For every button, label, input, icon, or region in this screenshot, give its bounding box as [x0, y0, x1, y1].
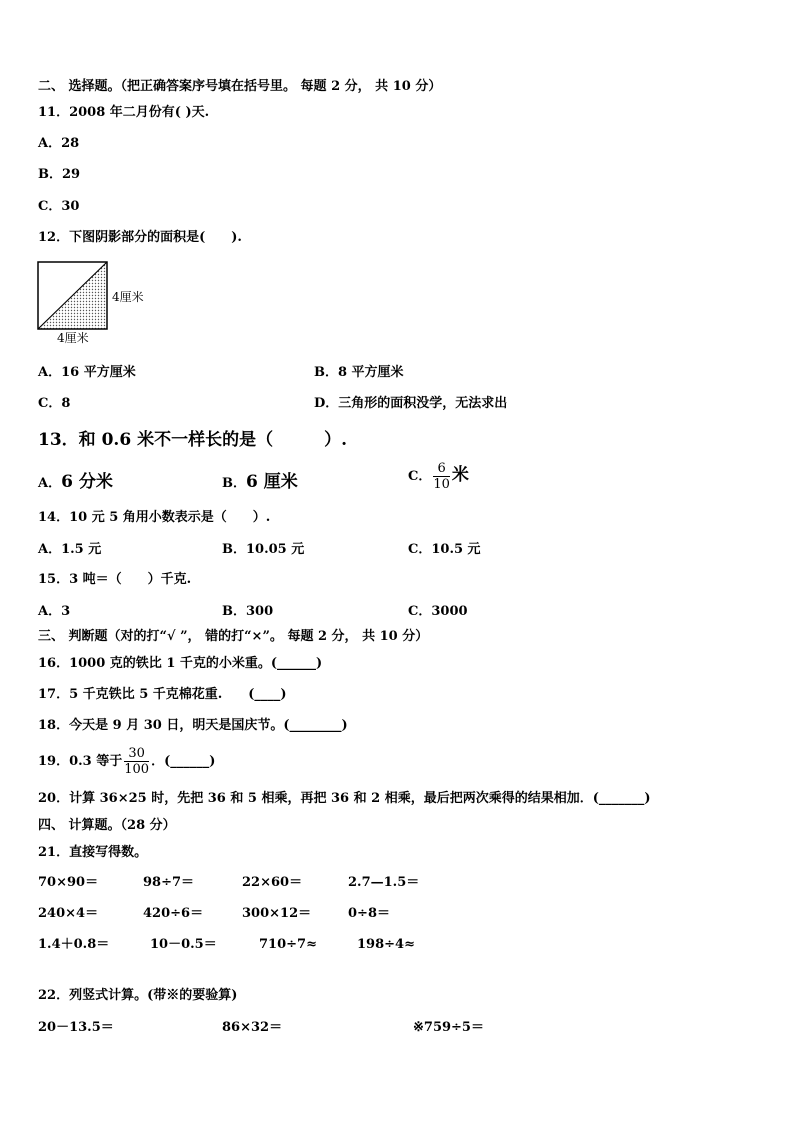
q12-option-c: C．8 [38, 396, 71, 411]
calc-item: 2.7—1.5＝ [348, 875, 420, 890]
section-2-title: 二、 选择题。（把正确答案序号填在括号里。 每题 2 分， 共 10 分） [38, 79, 442, 94]
calc-item: 70×90＝ [38, 875, 99, 890]
calc-item: 1.4＋0.8＝ [38, 937, 110, 952]
q11-option-b: B．29 [38, 167, 81, 182]
q15-option-a: A．3 [38, 604, 71, 619]
calc-item: 98÷7＝ [143, 875, 195, 890]
calc-item: 0÷8＝ [348, 906, 390, 921]
q13-fraction-denominator: 10 [433, 477, 450, 492]
square-figure [37, 261, 109, 331]
question-19 [38, 746, 215, 777]
q14-option-c: C．10.5 元 [408, 542, 481, 557]
q13-option-b-prefix: B． [222, 476, 246, 491]
q12-option-d: D．三角形的面积没学，无法求出 [314, 396, 508, 411]
figure-right-label: 4厘米 [112, 290, 144, 304]
vertical-calc-item: 20－13.5＝ [38, 1020, 114, 1035]
q14-option-a: A．1.5 元 [38, 542, 102, 557]
question-11: 11．2008 年二月份有( )天. [38, 105, 210, 120]
q19-fraction-denominator: 100 [124, 762, 150, 777]
vertical-calc-item: ※759÷5＝ [413, 1020, 484, 1035]
q19-suffix: ．(______) [151, 754, 216, 769]
q13-option-a [38, 472, 113, 492]
calc-item: 300×12＝ [242, 906, 312, 921]
calc-item: 240×4＝ [38, 906, 99, 921]
q12-option-a: A．16 平方厘米 [38, 365, 136, 380]
section-3-title: 三、 判断题（对的打“√ ”， 错的打“×”。 每题 2 分， 共 10 分） [38, 629, 429, 644]
q19-fraction [124, 746, 149, 777]
q11-option-a: A．28 [38, 136, 80, 151]
q13-option-c [408, 461, 469, 492]
vertical-calc-item: 86×32＝ [222, 1020, 283, 1035]
question-22: 22．列竖式计算。(带※的要验算) [38, 988, 238, 1003]
q15-option-b: B．300 [222, 604, 274, 619]
q13-option-b [222, 472, 298, 492]
question-17: 17．5 千克铁比 5 千克棉花重. (____) [38, 687, 287, 702]
q13-option-c-prefix: C． [408, 469, 432, 484]
question-18: 18．今天是 9 月 30 日，明天是国庆节。(________) [38, 718, 348, 733]
question-14: 14．10 元 5 角用小数表示是（ ）. [38, 510, 271, 525]
question-12: 12．下图阴影部分的面积是( ). [38, 230, 242, 245]
question-16: 16．1000 克的铁比 1 千克的小米重。(______) [38, 656, 323, 671]
question-21: 21．直接写得数。 [38, 845, 148, 860]
q15-option-c: C．3000 [408, 604, 468, 619]
q13-option-c-unit: 米 [451, 465, 469, 485]
figure-bottom-label: 4厘米 [57, 331, 89, 345]
q13-fraction [433, 461, 450, 492]
q19-fraction-numerator: 30 [124, 746, 149, 762]
question-20: 20．计算 36×25 时，先把 36 和 5 相乘，再把 36 和 2 相乘，最后把两次乘得的结果相加．(_______) [38, 791, 651, 806]
section-4-title: 四、 计算题。（28 分） [38, 818, 176, 833]
q13-fraction-numerator: 6 [433, 461, 450, 477]
calc-item: 198÷4≈ [357, 937, 415, 952]
calc-item: 420÷6＝ [143, 906, 204, 921]
q13-option-b-text: 6 厘米 [246, 472, 298, 492]
question-13: 13．和 0.6 米不一样长的是（ ）. [38, 430, 347, 450]
q14-option-b: B．10.05 元 [222, 542, 305, 557]
question-15: 15．3 吨＝（ ）千克. [38, 572, 192, 587]
q19-prefix: 19．0.3 等于 [38, 754, 123, 769]
q11-option-c: C．30 [38, 199, 80, 214]
q13-option-a-text: 6 分米 [61, 472, 113, 492]
q13-option-a-prefix: A． [38, 476, 62, 491]
calc-item: 10－0.5＝ [150, 937, 217, 952]
q12-option-b: B．8 平方厘米 [314, 365, 404, 380]
calc-item: 22×60＝ [242, 875, 303, 890]
calc-item: 710÷7≈ [259, 937, 317, 952]
